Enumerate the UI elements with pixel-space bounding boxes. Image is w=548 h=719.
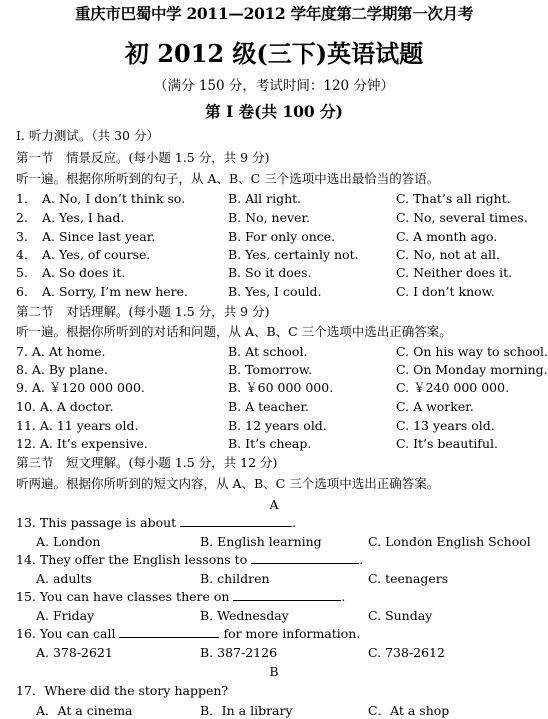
- option-a: 11. A. 11 years old.: [16, 418, 139, 433]
- option-a: A．At a cinema: [36, 703, 133, 718]
- option-c: C. On Monday morning.: [396, 362, 548, 377]
- option-a: A. So does it.: [42, 265, 126, 280]
- option-a: A. Sorry, I’m new here.: [42, 284, 189, 299]
- exam-info: （满分 150 分，考试时间：120 分钟）: [154, 78, 394, 94]
- stem-tail: for more information.: [219, 626, 361, 641]
- option-a: A. No, I don’t think so.: [42, 191, 186, 206]
- subsection-3-instructions: 听两遍。根据你所听到的短文内容，从 A、B、C 三个选项中选出正确答案。: [16, 476, 440, 491]
- question-stem: 17．Where did the story happen?: [16, 683, 229, 698]
- option-a: 10. A. A doctor.: [16, 399, 114, 414]
- option-b: B. Wednesday: [200, 608, 289, 623]
- option-c: C. It’s beautiful.: [396, 436, 498, 451]
- option-a: A. Yes, I had.: [42, 210, 125, 225]
- option-b: B．In a library: [200, 703, 293, 718]
- option-a: A. Friday: [36, 608, 95, 623]
- option-c: C. 13 years old.: [396, 418, 495, 433]
- subsection-2-instructions: 听一遍。根据你所听到的对话和问题，从 A、B、C 三个选项中选出正确答案。: [16, 324, 452, 339]
- option-b: B. All right.: [228, 191, 302, 206]
- subsection-1-instructions: 听一遍。根据你所听到的句子，从 A、B、C 三个选项中选出最恰当的答语。: [16, 171, 440, 186]
- option-a: A. London: [36, 534, 101, 549]
- q-number: 2.: [16, 210, 28, 225]
- option-b: B. English learning: [200, 534, 322, 549]
- option-c: C. Sunday: [368, 608, 433, 623]
- option-b: B. No, never.: [228, 210, 311, 225]
- passage-label-a: A: [269, 497, 279, 512]
- option-c: C. Neither does it.: [396, 265, 513, 280]
- option-c: C．At a shop: [368, 703, 450, 718]
- option-a: 12. A. It’s expensive.: [16, 436, 148, 451]
- stem-tail: .: [292, 515, 297, 530]
- option-a: A. 378-2621: [36, 645, 113, 660]
- option-b: B. A teacher.: [228, 399, 310, 414]
- q-number: 4.: [16, 247, 28, 262]
- option-b: B. 12 years old.: [228, 418, 327, 433]
- option-b: B. Yes, certainly not.: [228, 247, 359, 262]
- q-number: 1.: [16, 191, 28, 206]
- option-b: B. children: [200, 571, 270, 586]
- option-c: C. London English School: [368, 534, 531, 549]
- option-a: A. Since last year.: [42, 229, 156, 244]
- option-c: C. I don’t know.: [396, 284, 495, 299]
- answer-blank: [233, 589, 341, 601]
- subsection-1-heading: 第一节 情景反应。(每小题 1.5 分，共 9 分): [16, 150, 270, 165]
- stem-text: 15. You can have classes there on: [16, 589, 234, 604]
- option-a: A. Yes, of course.: [42, 247, 151, 262]
- q-number: 6.: [16, 284, 28, 299]
- stem-tail: .: [359, 552, 364, 567]
- option-c: C. A worker.: [396, 399, 474, 414]
- option-a: 9. A. ￥120 000 000.: [16, 380, 145, 395]
- option-b: B. So it does.: [228, 265, 312, 280]
- subsection-2-heading: 第二节 对话理解。(每小题 1.5 分，共 9 分): [16, 304, 270, 319]
- option-c: C. 738-2612: [368, 645, 445, 660]
- passage-label-b: B: [269, 664, 279, 679]
- option-c: C. teenagers: [368, 571, 449, 586]
- question-stem: [16, 626, 360, 642]
- option-c: C. ￥240 000 000.: [396, 380, 510, 395]
- stem-text: 14. They offer the English lessons to: [16, 552, 252, 567]
- answer-blank: [119, 626, 219, 638]
- question-stem: [16, 515, 296, 531]
- option-b: B. It’s cheap.: [228, 436, 312, 451]
- option-a: 8. A. By plane.: [16, 362, 108, 377]
- stem-tail: .: [341, 589, 346, 604]
- answer-blank: [180, 515, 292, 527]
- option-b: B. 387-2126: [200, 645, 278, 660]
- option-c: C. That’s all right.: [396, 191, 511, 206]
- question-stem: [16, 552, 363, 568]
- stem-text: 13. This passage is about: [16, 515, 181, 530]
- option-b: B. ￥60 000 000.: [228, 380, 334, 395]
- subsection-3-heading: 第三节 短文理解。(每小题 1.5 分，共 12 分): [16, 455, 278, 470]
- option-b: B. For only once.: [228, 229, 336, 244]
- option-c: C. No, several times.: [396, 210, 528, 225]
- option-b: B. At school.: [228, 344, 308, 359]
- answer-blank: [251, 552, 359, 564]
- q-number: 5.: [16, 265, 28, 280]
- option-c: C. A month ago.: [396, 229, 498, 244]
- option-b: B. Yes, I could.: [228, 284, 322, 299]
- option-b: B. Tomorrow.: [228, 362, 313, 377]
- option-c: C. On his way to school.: [396, 344, 548, 359]
- section-heading: I. 听力测试。（共 30 分）: [16, 128, 159, 143]
- question-stem: [16, 589, 345, 605]
- option-a: 7. A. At home.: [16, 344, 106, 359]
- stem-text: 16. You can call: [16, 626, 120, 641]
- option-a: A. adults: [36, 571, 92, 586]
- exam-subtitle: 初 2012 级(三下)英语试题: [124, 39, 424, 68]
- option-c: C. No, not at all.: [396, 247, 500, 262]
- exam-title: 重庆市巴蜀中学 2011—2012 学年度第二学期第一次月考: [74, 4, 474, 23]
- q-number: 3.: [16, 229, 28, 244]
- part-heading: 第 I 卷(共 100 分): [205, 102, 343, 121]
